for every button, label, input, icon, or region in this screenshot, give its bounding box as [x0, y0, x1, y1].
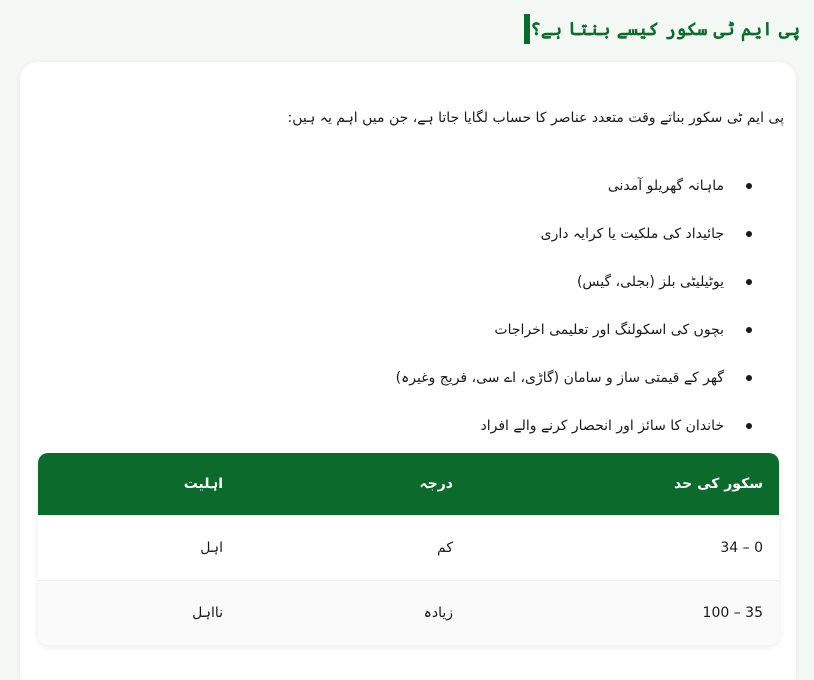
list-item: [396, 210, 752, 258]
header-range: سکور کی حد: [674, 476, 763, 492]
list-item-text: یوٹیلیٹی بلز (بجلی، گیس): [576, 274, 724, 290]
table-row: [38, 580, 779, 645]
cell-eligibility: اہل: [200, 540, 223, 556]
intro-paragraph: پی ایم ٹی سکور بناتے وقت متعدد عناصر کا حساب لگایا جاتا ہے، جن میں اہم یہ ہیں:: [287, 110, 784, 126]
table-row: [38, 515, 779, 580]
content-card: [20, 62, 796, 680]
cell-grade: کم: [437, 540, 453, 556]
bullet-icon: [746, 183, 752, 189]
score-table: [38, 453, 779, 645]
list-item-text: بچوں کی اسکولنگ اور تعلیمی اخراجات: [494, 322, 724, 338]
bullet-icon: [746, 231, 752, 237]
factors-list: [396, 162, 752, 450]
cell-grade: زیادہ: [423, 605, 453, 621]
header-grade: درجہ: [419, 476, 453, 492]
list-item: [396, 258, 752, 306]
cell-eligibility: نااہل: [192, 605, 223, 621]
list-item-text: ماہانہ گھریلو آمدنی: [607, 178, 724, 194]
list-item: [396, 162, 752, 210]
list-item: [396, 402, 752, 450]
bullet-icon: [746, 279, 752, 285]
list-item-text: خاندان کا سائز اور انحصار کرنے والے افراد: [480, 418, 724, 434]
section-heading: [512, 14, 800, 44]
table-header: [38, 453, 779, 515]
bullet-icon: [746, 327, 752, 333]
list-item: [396, 306, 752, 354]
list-item: [396, 354, 752, 402]
header-eligibility: اہلیت: [183, 476, 223, 492]
cell-range: 35 – 100: [702, 605, 763, 621]
list-item-text: گھر کے قیمتی ساز و سامان (گاڑی، اے سی، فریج وغیرہ): [395, 370, 724, 386]
list-item-text: جائیداد کی ملکیت یا کرایہ داری: [540, 226, 724, 242]
section-title: پی ایم ٹی سکور کیسے بنتا ہے؟: [530, 18, 800, 40]
cell-range: 0 – 34: [720, 540, 763, 556]
bullet-icon: [746, 423, 752, 429]
heading-accent-bar: [524, 14, 530, 44]
bullet-icon: [746, 375, 752, 381]
